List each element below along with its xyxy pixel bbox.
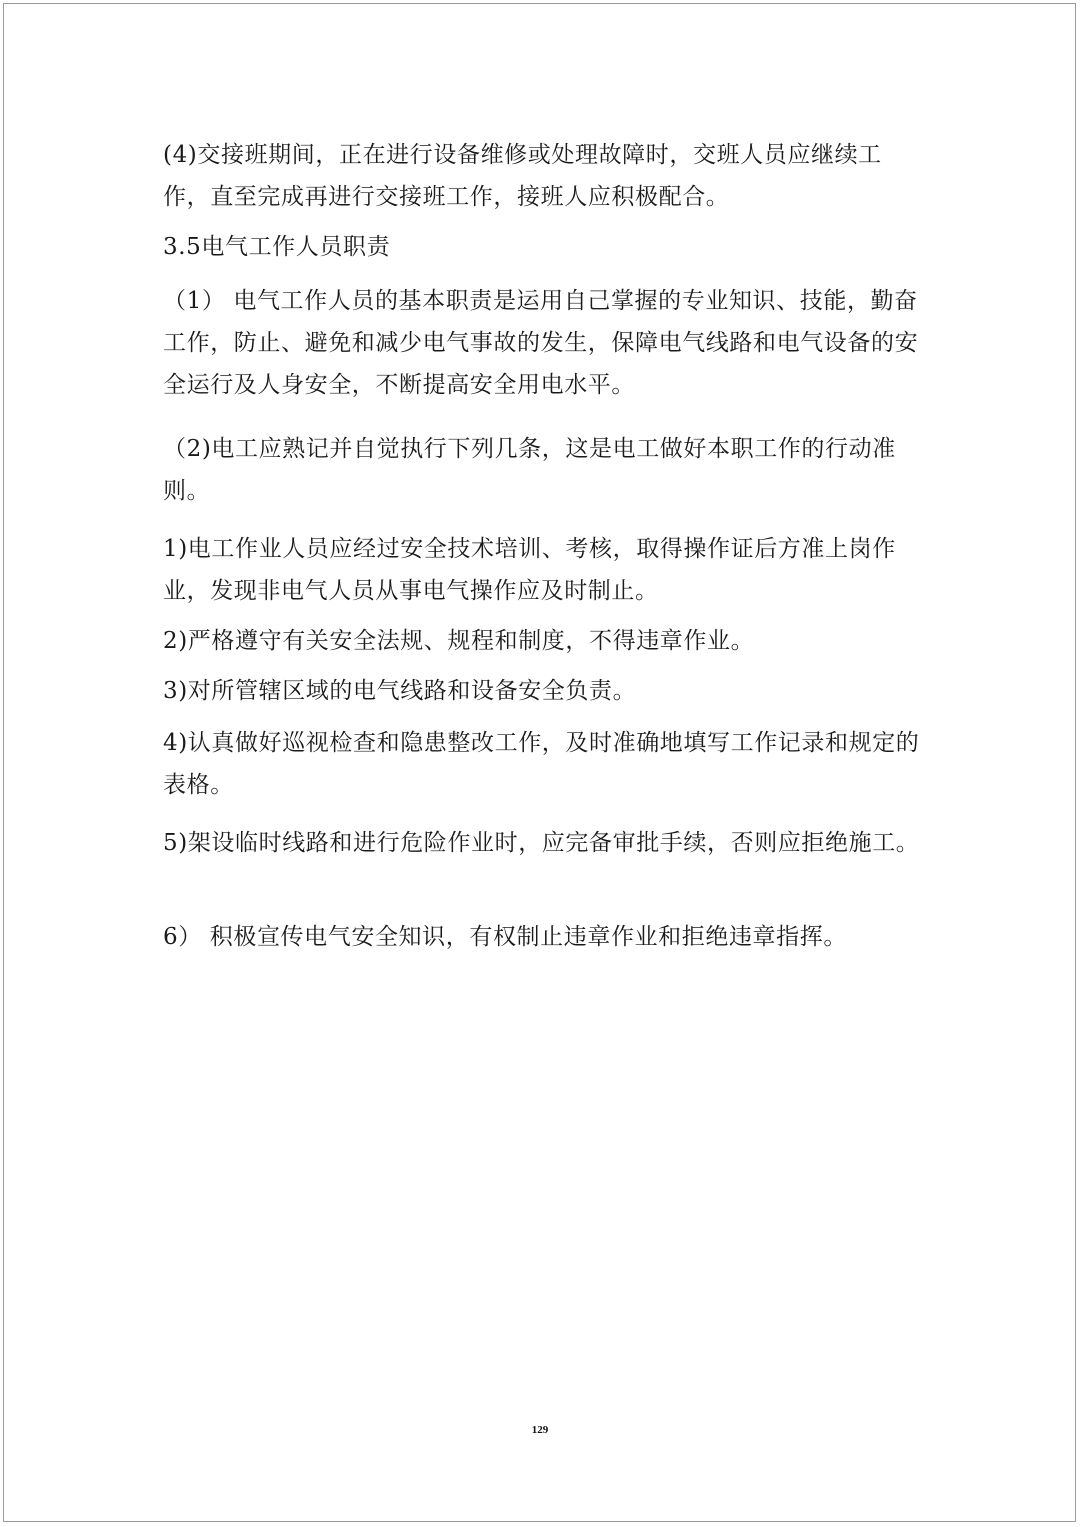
list-item-5: 5)架设临时线路和进行危险作业时，应完备审批手续，否则应拒绝施工。 [163, 830, 920, 856]
section-heading-3-5: 3.5电气工作人员职责 [163, 234, 391, 260]
paragraph-duty-1: （1） 电气工作人员的基本职责是运用自己掌握的专业知识、技能，勤奋工作，防止、避免和减少电气事故的发生，保障电气线路和电气设备的安全运行及人身安全，不断提高安全用电水平。 [163, 288, 919, 398]
paragraph-duty-2: （2)电工应熟记并自觉执行下列几条，这是电工做好本职工作的行动准则。 [163, 436, 896, 504]
list-item-4: 4)认真做好巡视检查和隐患整改工作，及时准确地填写工作记录和规定的表格。 [163, 730, 920, 798]
list-item-6: 6） 积极宣传电气安全知识，有权制止违章作业和拒绝违章指挥。 [163, 924, 847, 950]
list-item-2: 2)严格遵守有关安全法规、规程和制度，不得违章作业。 [163, 628, 755, 654]
page-number: 129 [531, 1424, 549, 1436]
list-item-3: 3)对所管辖区域的电气线路和设备安全负责。 [163, 678, 637, 704]
list-item-1: 1)电工作业人员应经过安全技术培训、考核，取得操作证后方准上岗作业，发现非电气人员从事电气操作应及时制止。 [163, 536, 896, 604]
paragraph-handover-4: (4)交接班期间，正在进行设备维修或处理故障时，交班人员应继续工作，直至完成再进行交接班工作，接班人应积极配合。 [163, 142, 882, 210]
